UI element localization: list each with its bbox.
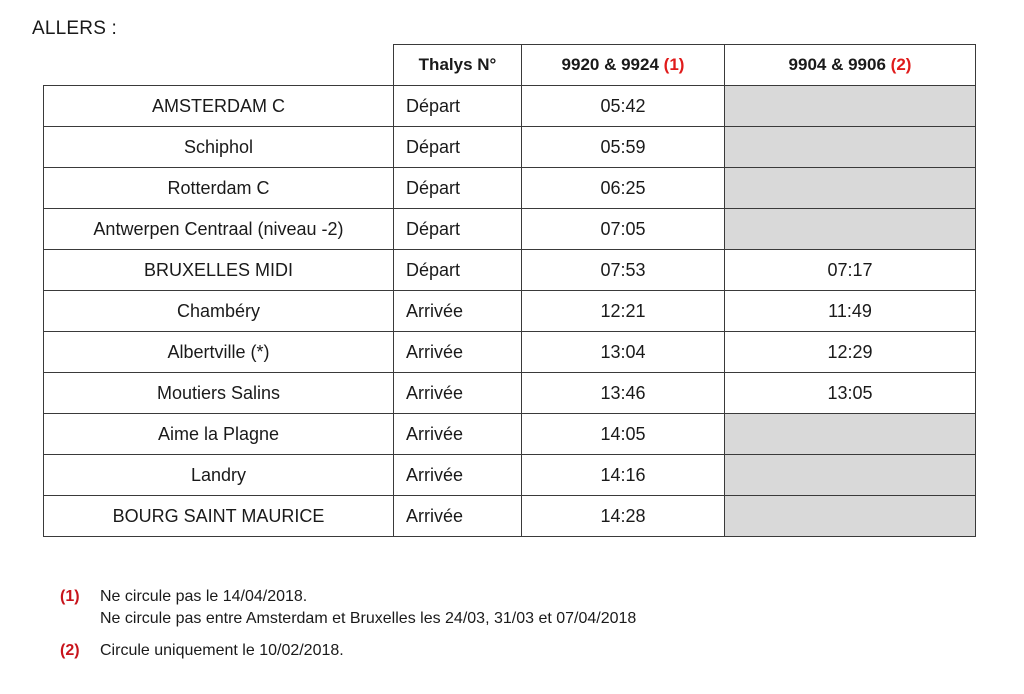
time-9904-9906-cell (725, 127, 976, 168)
station-cell: BRUXELLES MIDI (44, 250, 394, 291)
time-9920-9924-cell: 12:21 (522, 291, 725, 332)
station-cell: Albertville (*) (44, 332, 394, 373)
time-9920-9924-cell: 13:04 (522, 332, 725, 373)
time-9904-9906-cell (725, 168, 976, 209)
direction-cell: Arrivée (394, 373, 522, 414)
direction-cell: Départ (394, 86, 522, 127)
table-header-row (44, 45, 976, 86)
direction-cell: Arrivée (394, 332, 522, 373)
direction-cell: Arrivée (394, 455, 522, 496)
station-cell: Schiphol (44, 127, 394, 168)
time-9904-9906-cell (725, 414, 976, 455)
table-row (44, 373, 976, 414)
table-row (44, 496, 976, 537)
time-9920-9924-cell: 07:53 (522, 250, 725, 291)
direction-cell: Départ (394, 250, 522, 291)
direction-cell: Arrivée (394, 291, 522, 332)
station-cell: BOURG SAINT MAURICE (44, 496, 394, 537)
header-train-9920-9924 (522, 45, 725, 86)
time-9920-9924-cell: 14:28 (522, 496, 725, 537)
header-col1-text: 9920 & 9924 (561, 55, 659, 74)
time-9904-9906-cell (725, 209, 976, 250)
time-9920-9924-cell: 05:42 (522, 86, 725, 127)
time-9904-9906-cell (725, 455, 976, 496)
direction-cell: Arrivée (394, 496, 522, 537)
header-train-9904-9906 (725, 45, 976, 86)
station-cell: Rotterdam C (44, 168, 394, 209)
footnote-1-line-2: Ne circule pas entre Amsterdam et Bruxelles les 24/03, 31/03 et 07/04/2018 (100, 610, 637, 627)
table-row (44, 250, 976, 291)
direction-cell: Départ (394, 168, 522, 209)
header-col1-ref: (1) (663, 55, 685, 74)
footnote-1-number: (1) (60, 588, 80, 605)
direction-cell: Départ (394, 127, 522, 168)
time-9904-9906-cell (725, 496, 976, 537)
footnote-1-line-1: Ne circule pas le 14/04/2018. (100, 588, 308, 605)
footnote-2-line-1: Circule uniquement le 10/02/2018. (100, 642, 344, 659)
header-col2-ref: (2) (890, 55, 912, 74)
footnote-2 (60, 640, 636, 662)
time-9904-9906-cell: 11:49 (725, 291, 976, 332)
table-row (44, 332, 976, 373)
time-9920-9924-cell: 14:16 (522, 455, 725, 496)
timetable (43, 44, 976, 537)
table-row (44, 455, 976, 496)
header-train-label: Thalys N° (394, 45, 522, 86)
header-blank-cell (44, 45, 394, 86)
header-col2-text: 9904 & 9906 (788, 55, 886, 74)
footnote-2-number: (2) (60, 642, 80, 659)
table-row (44, 168, 976, 209)
table-row (44, 127, 976, 168)
time-9904-9906-cell: 12:29 (725, 332, 976, 373)
time-9904-9906-cell: 13:05 (725, 373, 976, 414)
direction-cell: Arrivée (394, 414, 522, 455)
station-cell: Moutiers Salins (44, 373, 394, 414)
time-9904-9906-cell (725, 86, 976, 127)
station-cell: Chambéry (44, 291, 394, 332)
station-cell: Aime la Plagne (44, 414, 394, 455)
time-9920-9924-cell: 07:05 (522, 209, 725, 250)
footnotes (60, 586, 636, 670)
station-cell: AMSTERDAM C (44, 86, 394, 127)
table-row (44, 86, 976, 127)
time-9920-9924-cell: 13:46 (522, 373, 725, 414)
time-9920-9924-cell: 05:59 (522, 127, 725, 168)
station-cell: Antwerpen Centraal (niveau -2) (44, 209, 394, 250)
footnote-1 (60, 586, 636, 630)
time-9920-9924-cell: 06:25 (522, 168, 725, 209)
time-9904-9906-cell: 07:17 (725, 250, 976, 291)
table-row (44, 209, 976, 250)
direction-cell: Départ (394, 209, 522, 250)
section-heading: ALLERS : (32, 18, 118, 39)
table-row (44, 291, 976, 332)
time-9920-9924-cell: 14:05 (522, 414, 725, 455)
table-row (44, 414, 976, 455)
station-cell: Landry (44, 455, 394, 496)
